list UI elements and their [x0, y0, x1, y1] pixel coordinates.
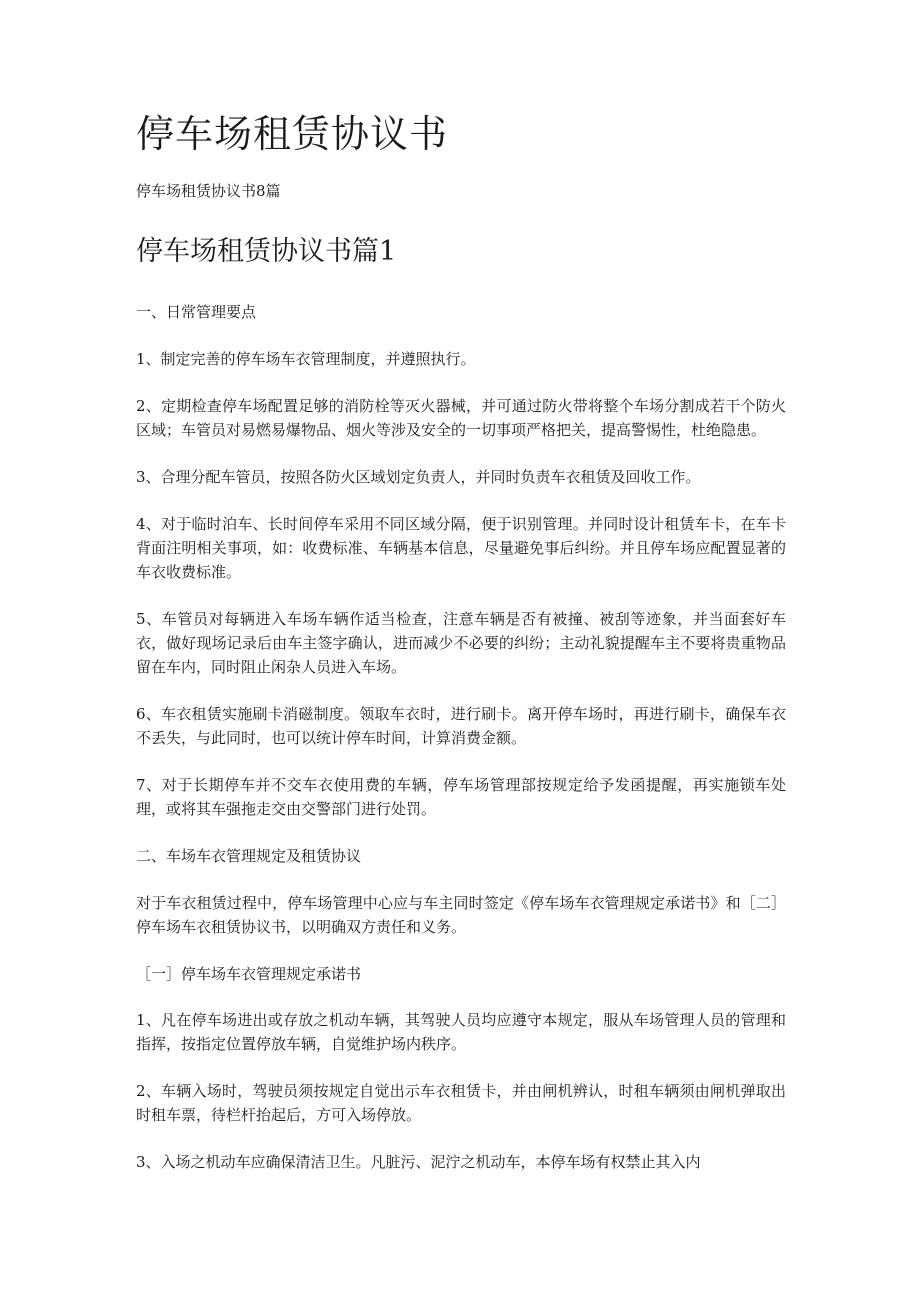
- paragraph-rule-3: 3、入场之机动车应确保清洁卫生。凡脏污、泥泞之机动车，本停车场有权禁止其入内: [136, 1153, 701, 1171]
- document-subtitle: 停车场租赁协议书8篇: [136, 182, 281, 200]
- paragraph-rule-2: 2、车辆入场时，驾驶员须按规定自觉出示车衣租赁卡，并由闸机辨认，时租车辆须由闸机弹取出时租车票，待栏杆抬起后，方可入场停放。: [136, 1082, 786, 1124]
- heading-daily-management: 一、日常管理要点: [136, 303, 257, 321]
- paragraph-item-3: 3、合理分配车管员，按照各防火区域划定负责人，并同时负责车衣租赁及回收工作。: [136, 468, 701, 486]
- paragraph-agreement-intro: 对于车衣租赁过程中，停车场管理中心应与车主同时签定《停车场车衣管理规定承诺书》和［二］停车场车衣租赁协议书，以明确双方责任和义务。: [136, 894, 786, 936]
- section-title: 停车场租赁协议书篇1: [136, 236, 397, 267]
- paragraph-item-1: 1、制定完善的停车场车衣管理制度，并遵照执行。: [136, 350, 476, 368]
- document-title: 停车场租赁协议书: [136, 112, 449, 156]
- paragraph-item-6: 6、车衣租赁实施刷卡消磁制度。领取车衣时，进行刷卡。离开停车场时，再进行刷卡，确保车衣不丢失，与此同时，也可以统计停车时间，计算消费金额。: [136, 705, 786, 747]
- paragraph-item-4: 4、对于临时泊车、长时间停车采用不同区域分隔，便于识别管理。并同时设计租赁车卡，在车卡背面注明相关事项，如：收费标准、车辆基本信息，尽量避免事后纠纷。并且停车场应配置显著的车衣收费标准。: [136, 515, 786, 581]
- paragraph-item-7: 7、对于长期停车并不交车衣使用费的车辆，停车场管理部按规定给予发函提醒，再实施锁车处理，或将其车强拖走交由交警部门进行处罚。: [136, 776, 786, 818]
- heading-rules-and-agreement: 二、车场车衣管理规定及租赁协议: [136, 847, 362, 865]
- paragraph-rule-1: 1、凡在停车场进出或存放之机动车辆，其驾驶人员均应遵守本规定，服从车场管理人员的管理和指挥，按指定位置停放车辆，自觉维护场内秩序。: [136, 1011, 786, 1053]
- paragraph-item-2: 2、定期检查停车场配置足够的消防栓等灭火器械，并可通过防火带将整个车场分割成若干个防火区域；车管员对易燃易爆物品、烟火等涉及安全的一切事项严格把关，提高警惕性，杜绝隐患。: [136, 397, 786, 439]
- document-body: [136, 108, 786, 1174]
- heading-commitment-letter: ［一］停车场车衣管理规定承诺书: [136, 965, 362, 983]
- paragraph-item-5: 5、车管员对每辆进入车场车辆作适当检查，注意车辆是否有被撞、被刮等迹象，并当面套好车衣，做好现场记录后由车主签字确认，进而减少不必要的纠纷；主动礼貌提醒车主不要将贵重物品留在车内，同时阻止闲杂人员进入车场。: [136, 610, 786, 676]
